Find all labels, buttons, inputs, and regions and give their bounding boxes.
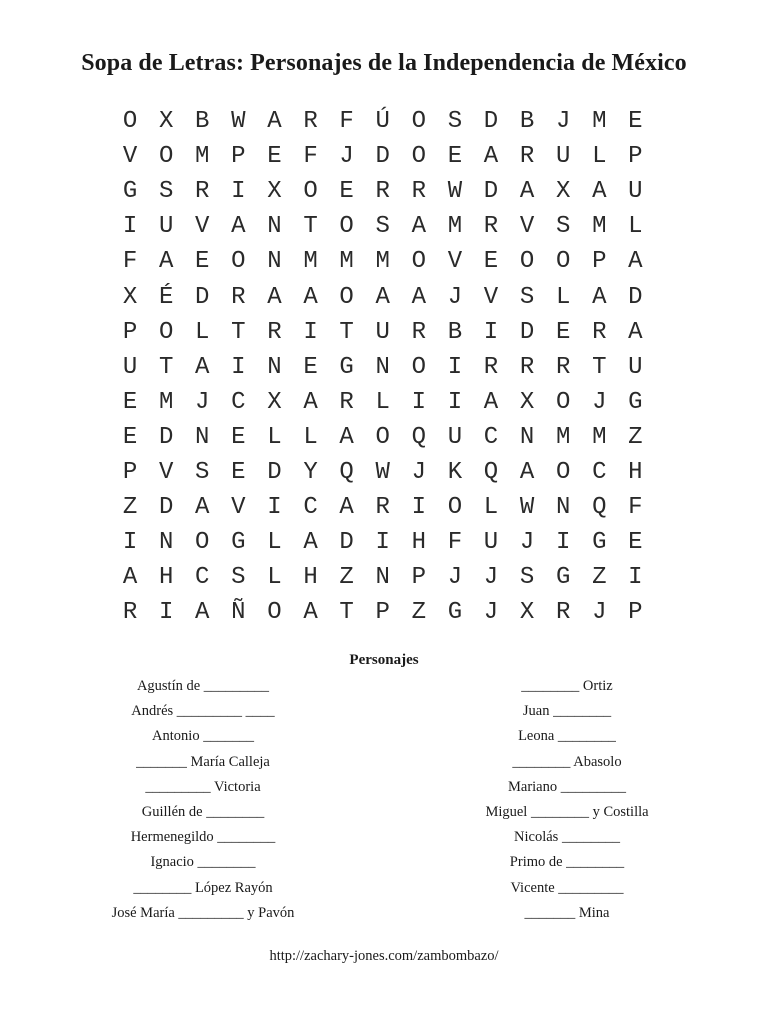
grid-letter: U [628,353,643,381]
clue-item: José María _________ y Pavón [111,904,295,921]
grid-letter: R [411,178,426,206]
grid-letter: R [519,353,535,381]
grid-letter: O [195,529,210,557]
grid-letter: I [555,529,571,557]
grid-letter: G [447,599,463,627]
grid-letter: O [303,178,318,206]
grid-letter: I [447,388,463,416]
grid-letter: P [122,318,138,346]
grid-letter: P [375,599,390,627]
grid-letter: U [483,529,499,557]
grid-letter: D [158,423,174,451]
grid-letter: Z [339,564,354,592]
clue-item: _______ Mina [524,904,610,921]
grid-letter: L [555,283,571,311]
grid-letter: M [592,108,607,136]
grid-letter: A [122,564,138,592]
grid-letter: M [447,213,463,241]
grid-letter: L [195,318,210,346]
clue-item: _______ María Calleja [136,753,270,770]
grid-letter: U [555,143,571,171]
grid-letter: R [411,318,426,346]
clues-right-column [452,676,682,928]
grid-letter: D [195,283,210,311]
clue-item: Guillén de ________ [141,803,265,820]
grid-letter: E [555,318,571,346]
grid-letter: Q [411,423,426,451]
grid-letter: R [592,318,607,346]
grid-letter: A [339,423,354,451]
grid-letter: M [375,248,390,276]
grid-letter: C [483,423,499,451]
grid-letter: H [628,458,643,486]
clue-item: Primo de ________ [509,854,625,871]
grid-letter: N [375,353,390,381]
grid-letter: U [158,213,174,241]
grid-letter: Ñ [231,599,246,627]
grid-letter: H [303,564,318,592]
grid-letter: D [339,529,354,557]
grid-letter: W [447,178,463,206]
grid-letter: H [411,529,426,557]
grid-letter: Ú [375,108,390,136]
grid-letter: L [303,423,318,451]
grid-letter: X [122,283,138,311]
grid-letter: N [555,494,571,522]
grid-letter: Q [339,458,354,486]
grid-letter: Z [628,423,643,451]
grid-letter: J [483,564,499,592]
grid-letter: R [303,108,318,136]
grid-letter: I [158,599,174,627]
clues-title: Personajes [349,652,419,668]
grid-letter: M [592,213,607,241]
clue-item: ________ López Rayón [133,879,273,896]
grid-letter: R [555,353,571,381]
grid-letter: R [339,388,354,416]
grid-letter: E [267,143,282,171]
grid-letter: G [231,529,246,557]
grid-letter: E [122,388,138,416]
grid-letter: M [158,388,174,416]
grid-letter: O [231,248,246,276]
grid-letter: E [483,248,499,276]
grid-letter: O [339,283,354,311]
clue-item: Ignacio ________ [150,854,256,871]
grid-letter: G [122,178,138,206]
grid-letter: M [339,248,354,276]
grid-letter: B [447,318,463,346]
grid-letter: N [267,353,282,381]
grid-letter: N [375,564,390,592]
grid-letter: S [231,564,246,592]
grid-letter: P [122,458,138,486]
grid-letter: R [267,318,282,346]
grid-letter: O [519,248,535,276]
grid-letter: P [592,248,607,276]
grid-letter: Z [411,599,426,627]
grid-letter: T [339,318,354,346]
grid-letter: J [519,529,535,557]
grid-letter: M [195,143,210,171]
grid-letter: O [555,248,571,276]
grid-letter: L [375,388,390,416]
clue-item: Juan ________ [522,703,612,720]
grid-letter: T [303,213,318,241]
grid-letter: A [483,143,499,171]
grid-letter: R [375,494,390,522]
grid-letter: S [447,108,463,136]
grid-letter: L [592,143,607,171]
grid-letter: J [195,388,210,416]
grid-letter: P [628,143,643,171]
clue-item: Agustín de _________ [136,678,270,694]
clue-item: Vicente _________ [510,879,624,896]
grid-letter: T [158,353,174,381]
grid-letter: C [195,564,210,592]
grid-letter: V [122,143,138,171]
grid-letter: B [519,108,535,136]
grid-letter: I [122,213,138,241]
grid-letter: A [411,213,426,241]
grid-letter: J [555,108,571,136]
grid-letter: N [195,423,210,451]
grid-letter: I [375,529,390,557]
grid-letter: V [519,213,535,241]
grid-letter: G [628,388,643,416]
grid-letter: D [158,494,174,522]
grid-letter: S [375,213,390,241]
grid-letter: I [447,353,463,381]
grid-letter: O [411,108,426,136]
grid-letter: B [195,108,210,136]
grid-letter: V [483,283,499,311]
grid-letter: R [483,353,499,381]
grid-letter: É [158,283,174,311]
grid-letter: E [195,248,210,276]
grid-letter: J [592,388,607,416]
grid-letter: I [628,564,643,592]
grid-letter: N [158,529,174,557]
grid-letter: O [411,353,426,381]
grid-letter: E [339,178,354,206]
grid-letter: X [158,108,174,136]
grid-letter: A [411,283,426,311]
page-title: Sopa de Letras: Personajes de la Independencia de México [81,50,687,76]
grid-letter: F [628,494,643,522]
grid-letter: A [195,353,210,381]
grid-letter: O [267,599,282,627]
grid-letter: J [592,599,607,627]
grid-letter: O [411,143,426,171]
grid-letter: R [375,178,390,206]
grid-letter: G [555,564,571,592]
grid-letter: L [267,423,282,451]
clue-item: Antonio _______ [152,728,254,745]
grid-letter: J [483,599,499,627]
grid-letter: N [267,248,282,276]
grid-letter: J [411,458,426,486]
grid-letter: P [231,143,246,171]
grid-letter: C [231,388,246,416]
grid-letter: R [231,283,246,311]
grid-letter: J [339,143,354,171]
grid-letter: J [447,283,463,311]
grid-letter: S [158,178,174,206]
grid-letter: E [628,108,643,136]
grid-letter: A [519,458,535,486]
grid-letter: D [375,143,390,171]
grid-letter: Y [303,458,318,486]
grid-letter: E [122,423,138,451]
grid-letter: S [195,458,210,486]
grid-letter: D [483,108,499,136]
grid-letter: M [592,423,607,451]
grid-letter: S [555,213,571,241]
grid-letter: A [483,388,499,416]
grid-letter: Z [592,564,607,592]
grid-letter: T [339,599,354,627]
grid-letter: L [483,494,499,522]
grid-letter: I [231,353,246,381]
grid-letter: A [339,494,354,522]
clue-item: Nicolás ________ [514,829,620,846]
grid-letter: V [231,494,246,522]
grid-letter: U [375,318,390,346]
grid-letter: P [628,599,643,627]
grid-letter: A [592,283,607,311]
grid-letter: M [303,248,318,276]
grid-letter: G [592,529,607,557]
grid-letter: U [122,353,138,381]
grid-letter: R [555,599,571,627]
grid-letter: R [519,143,535,171]
grid-letter: X [267,178,282,206]
grid-letter: X [267,388,282,416]
grid-letter: Q [483,458,499,486]
clues-left-column [88,676,318,928]
grid-letter: R [195,178,210,206]
grid-letter: A [303,388,318,416]
grid-letter: A [303,599,318,627]
clue-item: Mariano _________ [508,778,626,795]
grid-letter: V [158,458,174,486]
grid-letter: X [519,388,535,416]
grid-letter: O [122,108,138,136]
grid-letter: U [447,423,463,451]
grid-letter: R [483,213,499,241]
grid-letter: S [519,564,535,592]
grid-letter: A [231,213,246,241]
grid-letter: Q [592,494,607,522]
grid-letter: I [231,178,246,206]
grid-letter: F [303,143,318,171]
grid-letter: V [447,248,463,276]
grid-letter: A [375,283,390,311]
grid-letter: A [158,248,174,276]
grid-letter: G [339,353,354,381]
grid-letter: L [267,529,282,557]
grid-letter: X [555,178,571,206]
grid-letter: Z [122,494,138,522]
grid-letter: V [195,213,210,241]
clue-item: Hermenegildo ________ [130,829,276,846]
grid-letter: O [555,388,571,416]
grid-letter: O [411,248,426,276]
grid-letter: O [158,143,174,171]
grid-letter: T [592,353,607,381]
grid-letter: A [303,529,318,557]
grid-letter: D [267,458,282,486]
grid-letter: R [122,599,138,627]
grid-letter: E [303,353,318,381]
source-url: http://zachary-jones.com/zambombazo/ [269,948,499,964]
grid-letter: O [158,318,174,346]
grid-letter: E [231,423,246,451]
grid-letter: I [483,318,499,346]
grid-letter: U [628,178,643,206]
grid-letter: I [122,529,138,557]
grid-letter: F [339,108,354,136]
grid-letter: A [195,599,210,627]
grid-letter: X [519,599,535,627]
grid-letter: N [267,213,282,241]
grid-letter: I [267,494,282,522]
grid-letter: C [303,494,318,522]
grid-letter: A [519,178,535,206]
grid-letter: L [628,213,643,241]
grid-letter: D [628,283,643,311]
clue-item: Miguel ________ y Costilla [485,803,649,820]
clue-item: Andrés _________ ____ [131,703,275,720]
grid-letter: O [339,213,354,241]
clue-item: ________ Ortiz [521,678,613,694]
grid-letter: W [375,458,390,486]
grid-letter: E [231,458,246,486]
grid-letter: W [519,494,535,522]
grid-letter: O [447,494,463,522]
grid-letter: D [519,318,535,346]
grid-letter: H [158,564,174,592]
grid-letter: C [592,458,607,486]
grid-letter: E [447,143,463,171]
grid-letter: O [375,423,390,451]
grid-letter: W [231,108,246,136]
grid-letter: T [231,318,246,346]
grid-letter: F [122,248,138,276]
grid-letter: A [628,318,643,346]
grid-letter: I [411,388,426,416]
grid-letter: A [267,283,282,311]
grid-letter: M [555,423,571,451]
grid-letter: A [592,178,607,206]
word-search-grid [112,104,653,630]
grid-letter: I [411,494,426,522]
grid-letter: E [628,529,643,557]
grid-letter: A [195,494,210,522]
grid-letter: D [483,178,499,206]
grid-letter: N [519,423,535,451]
grid-letter: S [519,283,535,311]
clue-item: _________ Victoria [145,778,261,795]
grid-letter: I [303,318,318,346]
clue-item: Leona ________ [518,728,616,745]
grid-letter: F [447,529,463,557]
grid-letter: A [303,283,318,311]
grid-letter: K [447,458,463,486]
grid-letter: P [411,564,426,592]
grid-letter: O [555,458,571,486]
grid-letter: L [267,564,282,592]
grid-letter: A [267,108,282,136]
grid-letter: J [447,564,463,592]
grid-letter: A [628,248,643,276]
clue-item: ________ Abasolo [512,753,622,770]
